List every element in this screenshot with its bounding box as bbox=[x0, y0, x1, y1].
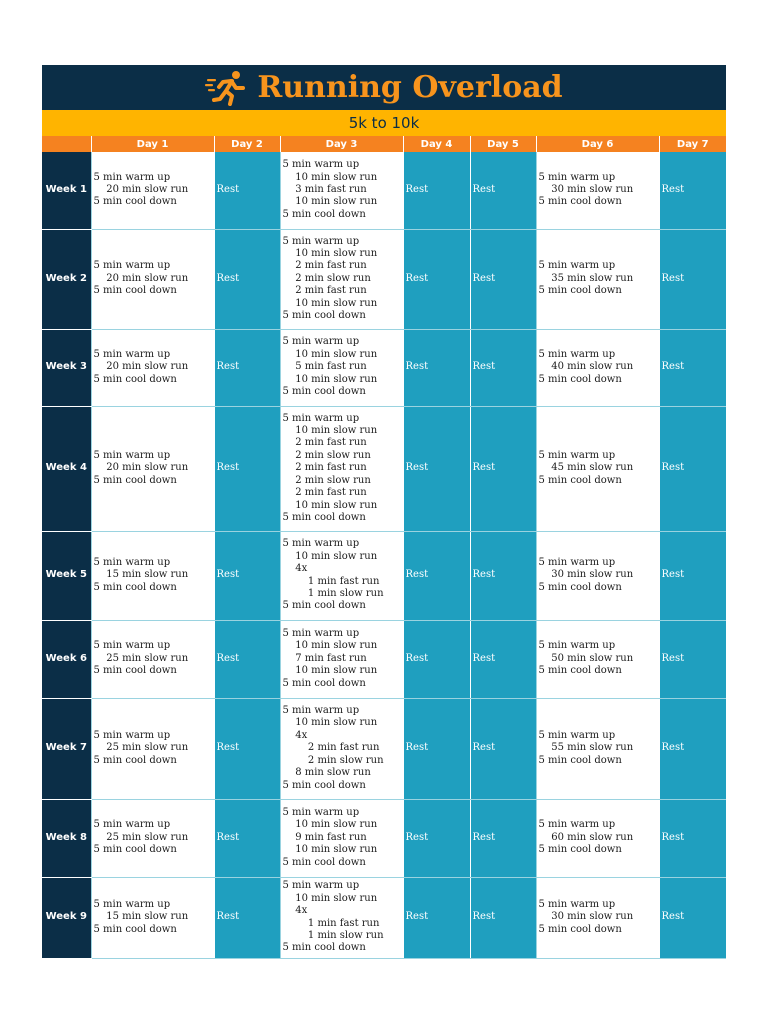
workout-line: 5 min cool down bbox=[538, 474, 622, 486]
workout-cell-day-6 bbox=[536, 620, 659, 698]
workout-line: 20 min slow run bbox=[93, 462, 189, 474]
workout-cell-day-7 bbox=[659, 152, 726, 229]
workout-line: 25 min slow run bbox=[93, 831, 189, 843]
workout-line: 5 min cool down bbox=[282, 208, 366, 220]
rest-label: Rest bbox=[216, 184, 240, 196]
workout-line: 1 min fast run bbox=[282, 917, 380, 929]
workout-line: 5 min warm up bbox=[538, 729, 616, 741]
rest-label: Rest bbox=[405, 742, 429, 754]
workout-cell-day-3 bbox=[280, 152, 403, 229]
workout-line: 20 min slow run bbox=[93, 272, 189, 284]
table-row bbox=[42, 229, 726, 329]
workout-line: 5 min warm up bbox=[93, 171, 171, 183]
day-header-2: Day 2 bbox=[214, 136, 280, 152]
workout-line: 5 min cool down bbox=[538, 665, 622, 677]
workout-line: 5 min warm up bbox=[538, 171, 616, 183]
workout-cell-day-6 bbox=[536, 329, 659, 406]
rest-label: Rest bbox=[216, 911, 240, 923]
workout-line: 10 min slow run bbox=[282, 499, 378, 511]
workout-cell-day-1 bbox=[91, 877, 214, 958]
workout-line: 2 min fast run bbox=[282, 437, 367, 449]
workout-line: 1 min slow run bbox=[282, 587, 384, 599]
workout-line: 50 min slow run bbox=[538, 652, 634, 664]
rest-label: Rest bbox=[661, 742, 685, 754]
workout-line: 5 min warm up bbox=[538, 898, 616, 910]
workout-line: 10 min slow run bbox=[282, 665, 378, 677]
workout-line: 25 min slow run bbox=[93, 742, 189, 754]
workout-cell-day-5 bbox=[470, 799, 536, 877]
day-header-4: Day 4 bbox=[403, 136, 470, 152]
workout-cell-day-7 bbox=[659, 698, 726, 799]
workout-line: 2 min slow run bbox=[282, 474, 371, 486]
workout-cell-day-1 bbox=[91, 531, 214, 620]
workout-cell-day-6 bbox=[536, 406, 659, 531]
workout-line: 4x bbox=[282, 563, 308, 575]
workout-line: 4x bbox=[282, 905, 308, 917]
rest-label: Rest bbox=[405, 569, 429, 581]
workout-cell-day-4 bbox=[403, 620, 470, 698]
workout-cell-day-6 bbox=[536, 229, 659, 329]
workout-cell-day-3 bbox=[280, 698, 403, 799]
workout-line: 10 min slow run bbox=[282, 247, 378, 259]
workout-cell-day-2 bbox=[214, 406, 280, 531]
workout-line: 5 min cool down bbox=[538, 196, 622, 208]
workout-line: 5 min cool down bbox=[538, 373, 622, 385]
table-row bbox=[42, 877, 726, 958]
rest-label: Rest bbox=[472, 831, 496, 843]
rest-label: Rest bbox=[216, 742, 240, 754]
workout-line: 2 min slow run bbox=[282, 754, 384, 766]
workout-line: 5 min cool down bbox=[93, 844, 177, 856]
workout-line: 30 min slow run bbox=[538, 569, 634, 581]
workout-line: 10 min slow run bbox=[282, 348, 378, 360]
workout-line: 5 min cool down bbox=[93, 474, 177, 486]
workout-line: 5 min warm up bbox=[282, 235, 360, 247]
workout-line: 10 min slow run bbox=[282, 297, 378, 309]
workout-line: 2 min slow run bbox=[282, 449, 371, 461]
rest-label: Rest bbox=[661, 462, 685, 474]
workout-cell-day-2 bbox=[214, 531, 280, 620]
workout-cell-day-4 bbox=[403, 152, 470, 229]
workout-line: 10 min slow run bbox=[282, 373, 378, 385]
workout-cell-day-5 bbox=[470, 329, 536, 406]
workout-cell-day-5 bbox=[470, 620, 536, 698]
workout-cell-day-1 bbox=[91, 406, 214, 531]
rest-label: Rest bbox=[661, 569, 685, 581]
workout-cell-day-5 bbox=[470, 406, 536, 531]
workout-line: 10 min slow run bbox=[282, 844, 378, 856]
table-row bbox=[42, 698, 726, 799]
rest-label: Rest bbox=[472, 911, 496, 923]
workout-line: 55 min slow run bbox=[538, 742, 634, 754]
workout-cell-day-5 bbox=[470, 531, 536, 620]
workout-line: 10 min slow run bbox=[282, 892, 378, 904]
workout-line: 5 min warm up bbox=[93, 348, 171, 360]
workout-cell-day-7 bbox=[659, 620, 726, 698]
workout-line: 5 min warm up bbox=[282, 880, 360, 892]
workout-line: 1 min fast run bbox=[282, 575, 380, 587]
workout-cell-day-2 bbox=[214, 799, 280, 877]
workout-cell-day-4 bbox=[403, 531, 470, 620]
workout-line: 2 min slow run bbox=[282, 272, 371, 284]
week-label: Week 4 bbox=[42, 406, 91, 531]
table-row bbox=[42, 799, 726, 877]
workout-cell-day-6 bbox=[536, 531, 659, 620]
table-row bbox=[42, 406, 726, 531]
workout-cell-day-6 bbox=[536, 698, 659, 799]
workout-line: 20 min slow run bbox=[93, 361, 189, 373]
title-banner bbox=[42, 65, 726, 110]
table-row bbox=[42, 531, 726, 620]
workout-line: 8 min slow run bbox=[282, 767, 371, 779]
workout-line: 5 min warm up bbox=[282, 627, 360, 639]
week-label: Week 5 bbox=[42, 531, 91, 620]
workout-cell-day-7 bbox=[659, 406, 726, 531]
rest-label: Rest bbox=[472, 272, 496, 284]
workout-cell-day-5 bbox=[470, 877, 536, 958]
day-header-row bbox=[42, 136, 726, 152]
workout-line: 30 min slow run bbox=[538, 184, 634, 196]
workout-cell-day-3 bbox=[280, 329, 403, 406]
rest-label: Rest bbox=[216, 652, 240, 664]
workout-line: 5 min cool down bbox=[538, 581, 622, 593]
workout-cell-day-4 bbox=[403, 329, 470, 406]
workout-cell-day-2 bbox=[214, 877, 280, 958]
workout-line: 1 min slow run bbox=[282, 929, 384, 941]
workout-line: 5 min cool down bbox=[282, 511, 366, 523]
workout-cell-day-5 bbox=[470, 698, 536, 799]
rest-label: Rest bbox=[216, 361, 240, 373]
week-label: Week 3 bbox=[42, 329, 91, 406]
workout-line: 5 min warm up bbox=[282, 705, 360, 717]
week-label: Week 9 bbox=[42, 877, 91, 958]
workout-line: 5 min cool down bbox=[282, 310, 366, 322]
week-label: Week 6 bbox=[42, 620, 91, 698]
workout-cell-day-7 bbox=[659, 799, 726, 877]
workout-line: 5 min warm up bbox=[282, 538, 360, 550]
workout-line: 5 min warm up bbox=[538, 449, 616, 461]
week-label: Week 8 bbox=[42, 799, 91, 877]
workout-line: 5 min warm up bbox=[538, 260, 616, 272]
rest-label: Rest bbox=[405, 831, 429, 843]
workout-cell-day-4 bbox=[403, 698, 470, 799]
workout-line: 10 min slow run bbox=[282, 425, 378, 437]
workout-line: 10 min slow run bbox=[282, 196, 378, 208]
workout-line: 9 min fast run bbox=[282, 831, 367, 843]
workout-cell-day-7 bbox=[659, 329, 726, 406]
day-header-7: Day 7 bbox=[659, 136, 726, 152]
workout-line: 35 min slow run bbox=[538, 272, 634, 284]
workout-cell-day-3 bbox=[280, 799, 403, 877]
workout-line: 5 min warm up bbox=[538, 640, 616, 652]
workout-line: 40 min slow run bbox=[538, 361, 634, 373]
workout-line: 5 min cool down bbox=[93, 581, 177, 593]
workout-line: 5 min cool down bbox=[93, 285, 177, 297]
workout-cell-day-4 bbox=[403, 877, 470, 958]
workout-line: 5 min warm up bbox=[282, 159, 360, 171]
workout-line: 3 min fast run bbox=[282, 184, 367, 196]
workout-line: 5 min warm up bbox=[93, 819, 171, 831]
workout-line: 10 min slow run bbox=[282, 717, 378, 729]
rest-label: Rest bbox=[405, 911, 429, 923]
workout-cell-day-3 bbox=[280, 877, 403, 958]
page-subtitle: 5k to 10k bbox=[42, 110, 726, 136]
rest-label: Rest bbox=[661, 361, 685, 373]
workout-cell-day-3 bbox=[280, 406, 403, 531]
workout-line: 5 min warm up bbox=[93, 898, 171, 910]
workout-line: 5 min warm up bbox=[282, 336, 360, 348]
workout-line: 20 min slow run bbox=[93, 184, 189, 196]
workout-cell-day-3 bbox=[280, 531, 403, 620]
workout-cell-day-5 bbox=[470, 229, 536, 329]
workout-line: 10 min slow run bbox=[282, 819, 378, 831]
rest-label: Rest bbox=[472, 184, 496, 196]
workout-line: 5 min cool down bbox=[538, 285, 622, 297]
workout-cell-day-4 bbox=[403, 406, 470, 531]
workout-line: 2 min fast run bbox=[282, 285, 367, 297]
rest-label: Rest bbox=[661, 911, 685, 923]
week-label: Week 2 bbox=[42, 229, 91, 329]
table-row bbox=[42, 620, 726, 698]
workout-cell-day-2 bbox=[214, 152, 280, 229]
rest-label: Rest bbox=[216, 462, 240, 474]
workout-cell-day-1 bbox=[91, 229, 214, 329]
workout-line: 2 min fast run bbox=[282, 487, 367, 499]
day-header-3: Day 3 bbox=[280, 136, 403, 152]
workout-line: 10 min slow run bbox=[282, 171, 378, 183]
workout-line: 5 min warm up bbox=[93, 556, 171, 568]
workout-cell-day-2 bbox=[214, 229, 280, 329]
rest-label: Rest bbox=[216, 569, 240, 581]
workout-line: 2 min fast run bbox=[282, 742, 380, 754]
workout-line: 10 min slow run bbox=[282, 550, 378, 562]
workout-cell-day-4 bbox=[403, 229, 470, 329]
corner-cell bbox=[42, 136, 91, 152]
workout-cell-day-1 bbox=[91, 329, 214, 406]
workout-line: 30 min slow run bbox=[538, 911, 634, 923]
workout-line: 5 min cool down bbox=[282, 779, 366, 791]
workout-cell-day-6 bbox=[536, 152, 659, 229]
workout-line: 15 min slow run bbox=[93, 911, 189, 923]
workout-line: 45 min slow run bbox=[538, 462, 634, 474]
rest-label: Rest bbox=[216, 831, 240, 843]
rest-label: Rest bbox=[661, 831, 685, 843]
training-plan-sheet bbox=[42, 65, 726, 959]
workout-cell-day-6 bbox=[536, 877, 659, 958]
workout-line: 2 min fast run bbox=[282, 462, 367, 474]
table-row bbox=[42, 152, 726, 229]
workout-cell-day-3 bbox=[280, 229, 403, 329]
workout-line: 5 min warm up bbox=[93, 640, 171, 652]
day-header-6: Day 6 bbox=[536, 136, 659, 152]
week-label: Week 1 bbox=[42, 152, 91, 229]
workout-line: 5 min cool down bbox=[282, 386, 366, 398]
rest-label: Rest bbox=[405, 184, 429, 196]
rest-label: Rest bbox=[472, 652, 496, 664]
workout-line: 5 min warm up bbox=[538, 556, 616, 568]
rest-label: Rest bbox=[405, 272, 429, 284]
workout-cell-day-2 bbox=[214, 620, 280, 698]
workout-line: 15 min slow run bbox=[93, 569, 189, 581]
workout-line: 5 min cool down bbox=[282, 942, 366, 954]
rest-label: Rest bbox=[405, 462, 429, 474]
week-label: Week 7 bbox=[42, 698, 91, 799]
rest-label: Rest bbox=[661, 652, 685, 664]
rest-label: Rest bbox=[472, 462, 496, 474]
workout-line: 5 min cool down bbox=[538, 844, 622, 856]
workout-line: 5 min cool down bbox=[538, 923, 622, 935]
workout-cell-day-7 bbox=[659, 531, 726, 620]
workout-line: 5 min cool down bbox=[282, 856, 366, 868]
workout-line: 5 min cool down bbox=[93, 754, 177, 766]
workout-cell-day-6 bbox=[536, 799, 659, 877]
rest-label: Rest bbox=[405, 361, 429, 373]
runner-icon bbox=[205, 69, 247, 107]
workout-cell-day-1 bbox=[91, 620, 214, 698]
workout-cell-day-2 bbox=[214, 698, 280, 799]
rest-label: Rest bbox=[405, 652, 429, 664]
workout-line: 5 min warm up bbox=[93, 260, 171, 272]
workout-line: 5 min warm up bbox=[282, 806, 360, 818]
rest-label: Rest bbox=[472, 569, 496, 581]
workout-cell-day-2 bbox=[214, 329, 280, 406]
workout-cell-day-4 bbox=[403, 799, 470, 877]
workout-line: 4x bbox=[282, 729, 308, 741]
workout-cell-day-5 bbox=[470, 152, 536, 229]
workout-line: 5 min cool down bbox=[93, 196, 177, 208]
workout-line: 5 min warm up bbox=[93, 729, 171, 741]
page-title: Running Overload bbox=[257, 70, 563, 105]
workout-line: 5 min warm up bbox=[538, 348, 616, 360]
day-header-1: Day 1 bbox=[91, 136, 214, 152]
workout-line: 5 min warm up bbox=[93, 449, 171, 461]
workout-cell-day-7 bbox=[659, 877, 726, 958]
workout-line: 5 min cool down bbox=[93, 373, 177, 385]
rest-label: Rest bbox=[661, 184, 685, 196]
rest-label: Rest bbox=[216, 272, 240, 284]
workout-line: 5 min cool down bbox=[282, 677, 366, 689]
workout-line: 5 min warm up bbox=[538, 819, 616, 831]
workout-line: 60 min slow run bbox=[538, 831, 634, 843]
rest-label: Rest bbox=[472, 361, 496, 373]
table-row bbox=[42, 329, 726, 406]
workout-line: 5 min cool down bbox=[538, 754, 622, 766]
workout-cell-day-1 bbox=[91, 799, 214, 877]
workout-line: 5 min cool down bbox=[93, 665, 177, 677]
workout-cell-day-3 bbox=[280, 620, 403, 698]
workout-line: 7 min fast run bbox=[282, 652, 367, 664]
day-header-5: Day 5 bbox=[470, 136, 536, 152]
workout-cell-day-7 bbox=[659, 229, 726, 329]
workout-line: 25 min slow run bbox=[93, 652, 189, 664]
schedule-table bbox=[42, 136, 726, 959]
workout-line: 5 min cool down bbox=[93, 923, 177, 935]
workout-line: 5 min warm up bbox=[282, 412, 360, 424]
workout-cell-day-1 bbox=[91, 152, 214, 229]
workout-cell-day-1 bbox=[91, 698, 214, 799]
rest-label: Rest bbox=[661, 272, 685, 284]
workout-line: 5 min fast run bbox=[282, 361, 367, 373]
workout-line: 5 min cool down bbox=[282, 600, 366, 612]
workout-line: 2 min fast run bbox=[282, 260, 367, 272]
rest-label: Rest bbox=[472, 742, 496, 754]
workout-line: 10 min slow run bbox=[282, 640, 378, 652]
